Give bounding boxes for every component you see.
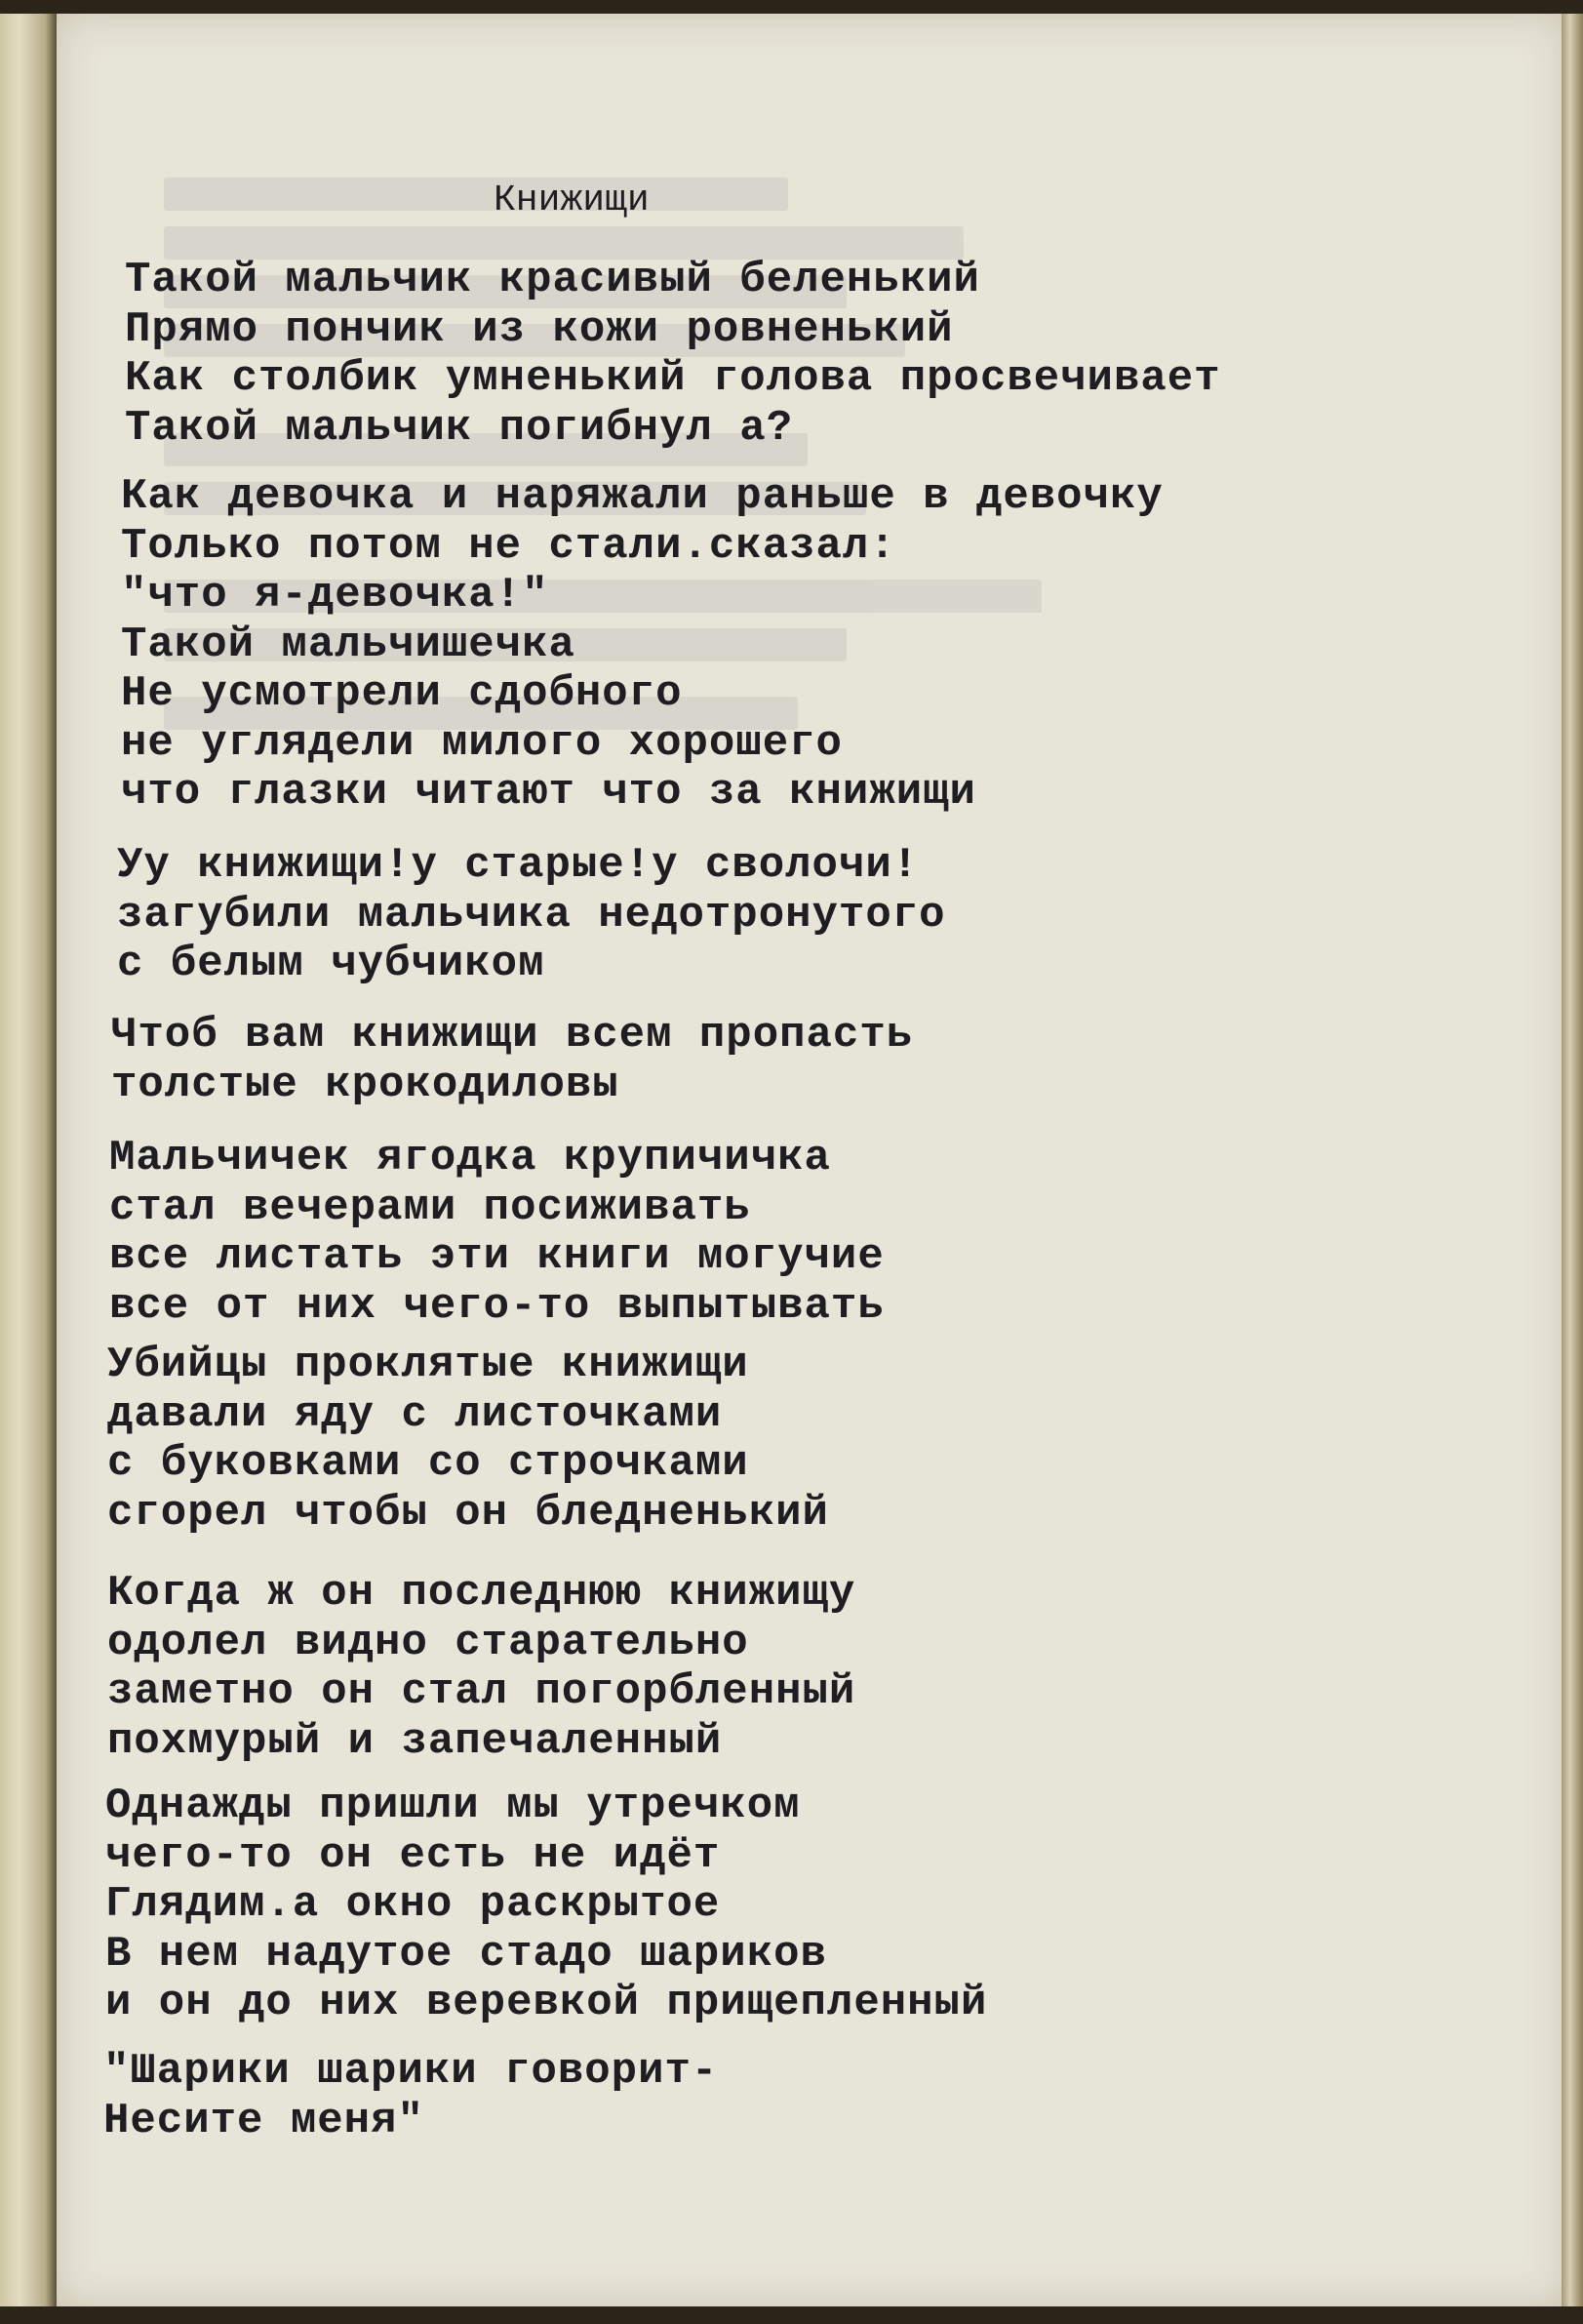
poem-title: Книжищи [494, 180, 650, 221]
poem-line: с буковками со строчками [107, 1439, 749, 1488]
poem [57, 14, 1566, 2306]
poem-line: Только потом не стали.сказал: [121, 521, 896, 571]
poem-line: стал вечерами посиживать [109, 1182, 751, 1232]
poem-line: одолел видно старательно [107, 1618, 749, 1667]
poem-line: что глазки читают что за книжищи [121, 768, 976, 817]
poem-line: загубили мальчика недотронутого [117, 890, 946, 940]
poem-line: В нем надутое стадо шариков [105, 1929, 827, 1979]
poem-line: заметно он стал погорбленный [107, 1667, 856, 1716]
poem-line: Прямо пончик из кожи ровненький [125, 304, 954, 354]
poem-line: не углядели милого хорошего [121, 718, 843, 768]
poem-line: Такой мальчик погибнул а? [125, 403, 794, 453]
poem-line: Чтоб вам книжищи всем пропасть [111, 1011, 914, 1060]
poem-line: все от них чего-то выпытывать [109, 1281, 885, 1331]
poem-line: Мальчичек ягодка крупичичка [109, 1134, 831, 1182]
poem-line: Такой мальчишечка [121, 620, 575, 669]
poem-line: давали яду с листочками [107, 1389, 723, 1439]
poem-line: Не усмотрели сдобного [121, 669, 683, 718]
poem-line: похмурый и запечаленный [107, 1716, 723, 1766]
poem-line: с белым чубчиком [117, 940, 545, 988]
poem-line: сгорел чтобы он бледненький [107, 1488, 829, 1538]
poem-line: все листать эти книги могучие [109, 1232, 885, 1281]
poem-line: Глядим.а окно раскрытое [105, 1880, 721, 1929]
poem-line: "Шарики шарики говорит- [103, 2047, 719, 2096]
poem-line: Несите меня" [103, 2096, 424, 2145]
poem-line: Такой мальчик красивый беленький [125, 256, 980, 304]
poem-line: чего-то он есть не идёт [105, 1830, 721, 1880]
page-binding-edge [0, 14, 57, 2306]
page-right-edge [1562, 14, 1583, 2306]
poem-line: толстые крокодиловы [111, 1060, 619, 1109]
poem-line: Как столбик умненький голова просвечивает [125, 354, 1221, 403]
poem-line: Когда ж он последнюю книжищу [107, 1569, 856, 1618]
poem-line: Как девочка и наряжали раньше в девочку [121, 472, 1164, 521]
poem-line: Уу книжищи!у старые!у сволочи! [117, 841, 920, 890]
poem-line: Однажды пришли мы утречком [105, 1782, 801, 1830]
poem-line: "что я-девочка!" [121, 571, 549, 620]
poem-line: и он до них веревкой прищепленный [105, 1979, 988, 2027]
typewritten-page [57, 14, 1566, 2306]
poem-line: Убийцы проклятые книжищи [107, 1341, 749, 1389]
